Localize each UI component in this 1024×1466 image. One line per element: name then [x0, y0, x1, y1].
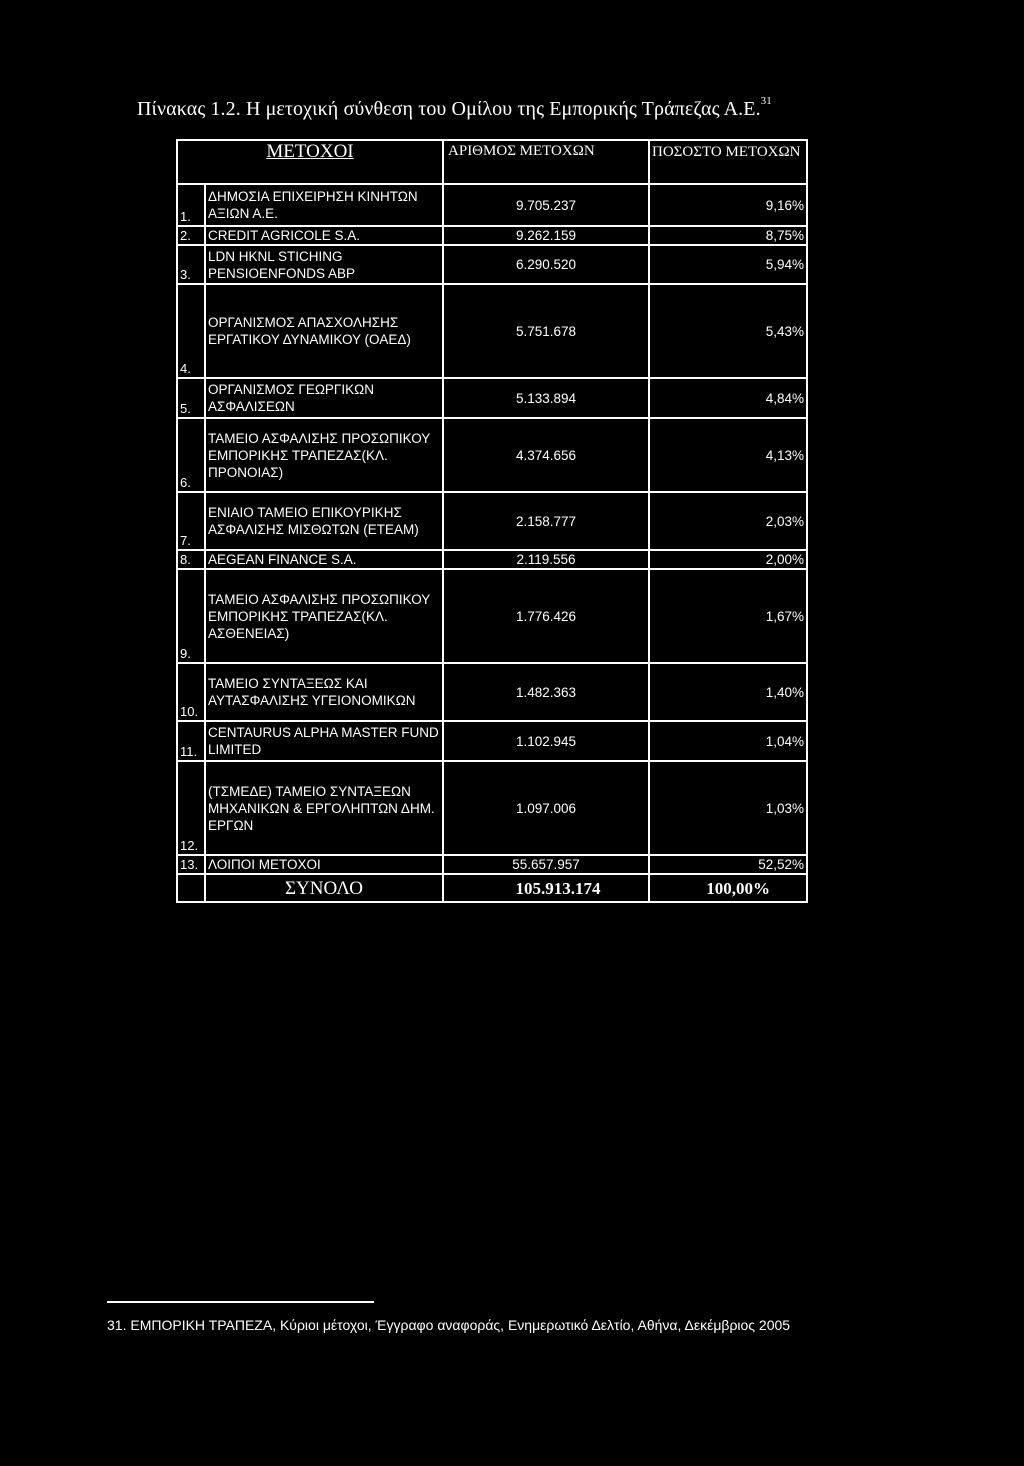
total-num-cell — [177, 874, 205, 902]
table-header-row — [177, 140, 807, 184]
table-row — [177, 855, 807, 874]
holder-name: LDN HKNL STICHING PENSIOENFONDS ABP — [205, 245, 443, 284]
holder-name: ΛΟΙΠΟΙ ΜΕΤΟΧΟΙ — [205, 855, 443, 874]
row-number: 2. — [177, 226, 205, 245]
holder-name: CREDIT AGRICOLE S.A. — [205, 226, 443, 245]
share-count: 4.374.656 — [443, 418, 649, 492]
share-percent: 4,13% — [649, 418, 807, 492]
row-number: 8. — [177, 550, 205, 569]
table-row — [177, 378, 807, 418]
share-count: 55.657.957 — [443, 855, 649, 874]
table-row — [177, 663, 807, 721]
table-row — [177, 245, 807, 284]
table-row — [177, 418, 807, 492]
share-percent: 8,75% — [649, 226, 807, 245]
row-number: 5. — [177, 378, 205, 418]
share-percent: 2,03% — [649, 492, 807, 550]
share-count: 9.705.237 — [443, 184, 649, 226]
share-percent: 5,43% — [649, 284, 807, 378]
holder-name: ΤΑΜΕΙΟ ΑΣΦΑΛΙΣΗΣ ΠΡΟΣΩΠΙΚΟΥ ΕΜΠΟΡΙΚΗΣ ΤΡΑΠΕΖΑΣ(ΚΛ. ΠΡΟΝΟΙΑΣ) — [205, 418, 443, 492]
table-row — [177, 761, 807, 855]
caption-text: Πίνακας 1.2. Η μετοχική σύνθεση του Ομίλου της Εμπορικής Τράπεζας Α.Ε. — [137, 98, 761, 120]
header-shares: ΑΡΙΘΜΟΣ ΜΕΤΟΧΩΝ — [443, 140, 649, 184]
share-count: 5.133.894 — [443, 378, 649, 418]
share-percent: 4,84% — [649, 378, 807, 418]
footnote-rule — [107, 1301, 374, 1303]
row-number: 4. — [177, 284, 205, 378]
share-percent: 1,67% — [649, 569, 807, 663]
holder-name: ΔΗΜΟΣΙΑ ΕΠΙΧΕΙΡΗΣΗ ΚΙΝΗΤΩΝ ΑΞΙΩΝ Α.Ε. — [205, 184, 443, 226]
share-count: 9.262.159 — [443, 226, 649, 245]
total-shares: 105.913.174 — [443, 874, 649, 902]
holder-name: CENTAURUS ALPHA MASTER FUND LIMITED — [205, 721, 443, 761]
footnote: 31. ΕΜΠΟΡΙΚΗ ΤΡΑΠΕΖΑ, Κύριοι μέτοχοι, Έγγραφο αναφοράς, Ενημερωτικό Δελτίο, Αθήνα, Δεκέμβριος 2005 — [107, 1317, 791, 1333]
total-label: ΣΥΝΟΛΟ — [205, 874, 443, 902]
table-row — [177, 492, 807, 550]
holder-name: ΤΑΜΕΙΟ ΑΣΦΑΛΙΣΗΣ ΠΡΟΣΩΠΙΚΟΥ ΕΜΠΟΡΙΚΗΣ ΤΡΑΠΕΖΑΣ(ΚΛ. ΑΣΘΕΝΕΙΑΣ) — [205, 569, 443, 663]
share-percent: 2,00% — [649, 550, 807, 569]
share-count: 5.751.678 — [443, 284, 649, 378]
holder-name: ΕΝΙΑΙΟ ΤΑΜΕΙΟ ΕΠΙΚΟΥΡΙΚΗΣ ΑΣΦΑΛΙΣΗΣ ΜΙΣΘΩΤΩΝ (ΕΤΕΑΜ) — [205, 492, 443, 550]
share-percent: 52,52% — [649, 855, 807, 874]
holder-name: ΟΡΓΑΝΙΣΜΟΣ ΓΕΩΡΓΙΚΩΝ ΑΣΦΑΛΙΣΕΩΝ — [205, 378, 443, 418]
table-row — [177, 184, 807, 226]
holder-name: AEGEAN FINANCE S.A. — [205, 550, 443, 569]
share-count: 1.097.006 — [443, 761, 649, 855]
table-row — [177, 226, 807, 245]
table-row — [177, 550, 807, 569]
share-percent: 1,03% — [649, 761, 807, 855]
total-percent: 100,00% — [649, 874, 807, 902]
share-count: 2.158.777 — [443, 492, 649, 550]
row-number: 12. — [177, 761, 205, 855]
holder-name: ΟΡΓΑΝΙΣΜΟΣ ΑΠΑΣΧΟΛΗΣΗΣ ΕΡΓΑΤΙΚΟΥ ΔΥΝΑΜΙΚΟΥ (ΟΑΕΔ) — [205, 284, 443, 378]
share-count: 1.776.426 — [443, 569, 649, 663]
row-number: 3. — [177, 245, 205, 284]
holder-name: ΤΑΜΕΙΟ ΣΥΝΤΑΞΕΩΣ ΚΑΙ ΑΥΤΑΣΦΑΛΙΣΗΣ ΥΓΕΙΟΝΟΜΙΚΩΝ — [205, 663, 443, 721]
table-row — [177, 569, 807, 663]
share-count: 2.119.556 — [443, 550, 649, 569]
caption-footnote-ref: 31 — [760, 95, 772, 107]
row-number: 11. — [177, 721, 205, 761]
share-count: 1.482.363 — [443, 663, 649, 721]
table-body — [177, 184, 807, 902]
header-holders: ΜΕΤΟΧΟΙ — [177, 140, 443, 184]
row-number: 9. — [177, 569, 205, 663]
table-row — [177, 284, 807, 378]
shareholders-table — [176, 139, 808, 903]
share-count: 6.290.520 — [443, 245, 649, 284]
row-number: 13. — [177, 855, 205, 874]
row-number: 1. — [177, 184, 205, 226]
table-caption — [137, 95, 772, 121]
share-percent: 9,16% — [649, 184, 807, 226]
total-row — [177, 874, 807, 902]
header-percent: ΠΟΣΟΣΤΟ ΜΕΤΟΧΩΝ — [649, 140, 807, 184]
row-number: 10. — [177, 663, 205, 721]
row-number: 7. — [177, 492, 205, 550]
row-number: 6. — [177, 418, 205, 492]
share-percent: 5,94% — [649, 245, 807, 284]
table-row — [177, 721, 807, 761]
share-percent: 1,04% — [649, 721, 807, 761]
holder-name: (ΤΣΜΕΔΕ) ΤΑΜΕΙΟ ΣΥΝΤΑΞΕΩΝ ΜΗΧΑΝΙΚΩΝ & ΕΡΓΟΛΗΠΤΩΝ ΔΗΜ. ΕΡΓΩΝ — [205, 761, 443, 855]
share-percent: 1,40% — [649, 663, 807, 721]
share-count: 1.102.945 — [443, 721, 649, 761]
